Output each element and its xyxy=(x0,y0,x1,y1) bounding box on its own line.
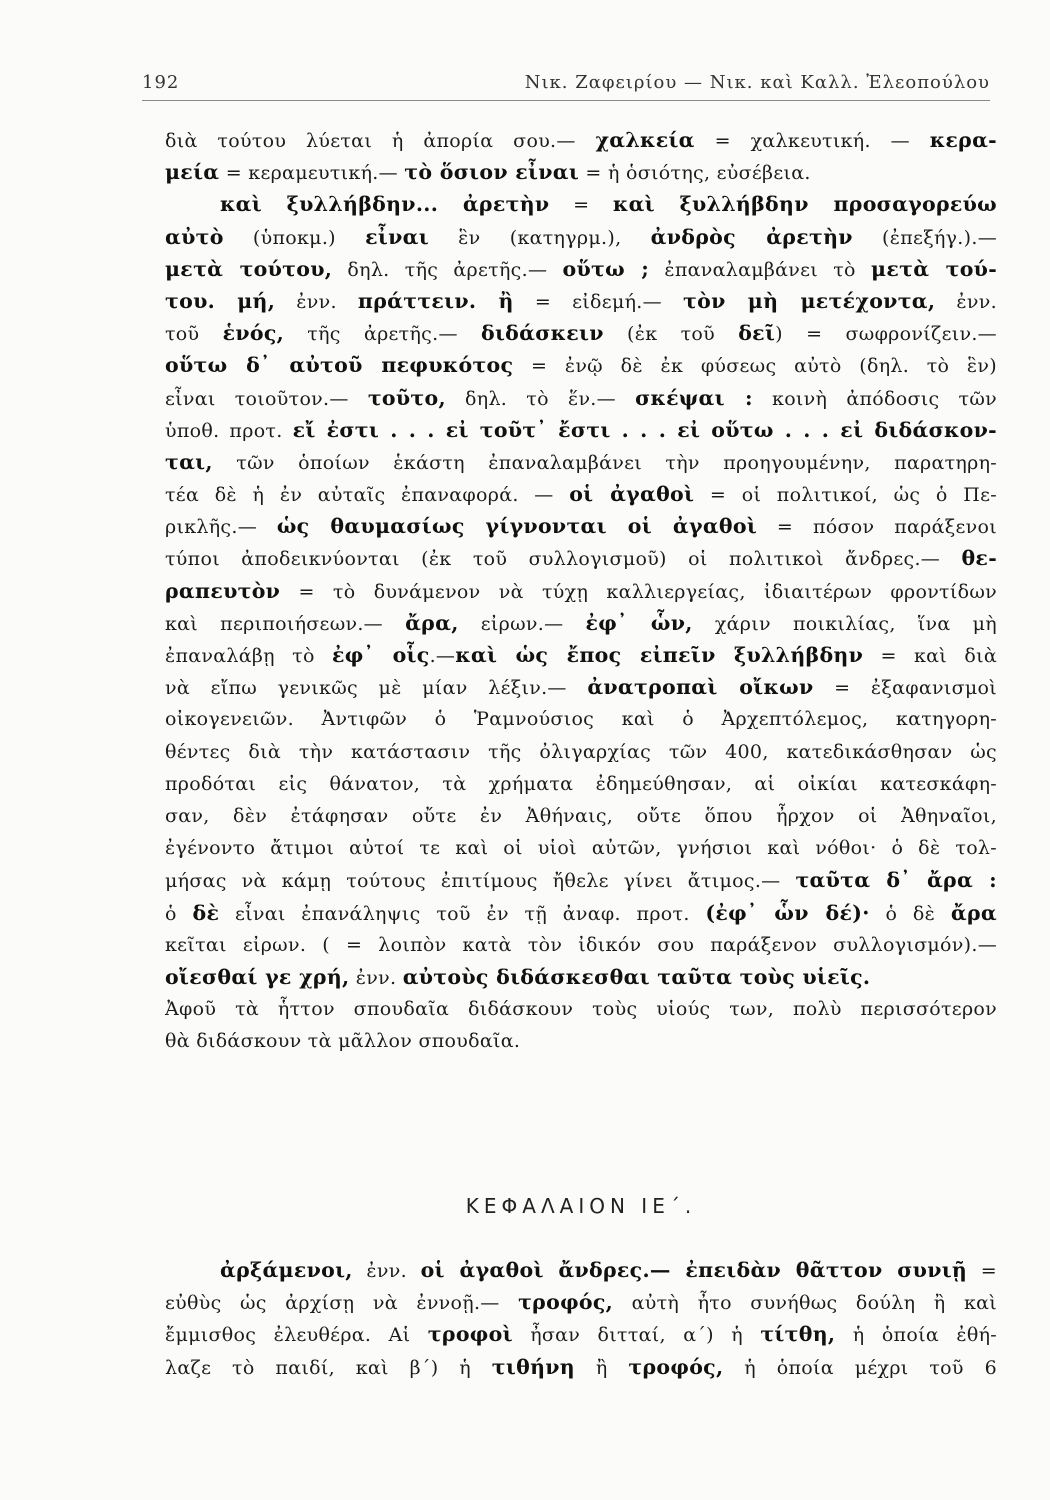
text-run: ) = σωφρονίζειν.— xyxy=(775,323,997,346)
lemma-term: ἐφ᾽ οἷς xyxy=(332,643,430,667)
lemma-term: καὶ ξυλλήβδην... ἀρετὴν xyxy=(220,192,550,217)
lemma-term: οἱ ἀγαθοὶ xyxy=(569,482,695,507)
text-line xyxy=(165,671,997,703)
text-line xyxy=(165,156,997,188)
text-run: = εἰδεμή.— xyxy=(513,290,684,313)
text-run: = πόσον παράξενοι xyxy=(757,516,997,539)
lemma-term: τοῦτο, xyxy=(367,385,446,410)
lemma-term: δεῖ xyxy=(738,321,776,346)
lemma-term: ἑνός, xyxy=(222,321,285,346)
text-run: ἐγένοντο ἄτιμοι αὐτοί τε καὶ οἱ υἱοὶ αὐτῶν, γνήσιοι καὶ νόθοι· ὁ δὲ τολ- xyxy=(165,837,997,860)
text-run: διὰ τούτου λύεται ἡ ἀπορία σου.— xyxy=(165,130,596,152)
lemma-term: οὕτω ; xyxy=(562,256,650,281)
text-run: τοῦ xyxy=(165,323,223,346)
chapter-heading: ΚΕΦΑΛΑΙΟΝ ΙΕ΄. xyxy=(465,1194,697,1218)
text-run: ἐνν. xyxy=(349,966,403,989)
text-line xyxy=(165,929,997,961)
text-run: ἡ ὁποία μέχρι τοῦ 6 xyxy=(723,1356,997,1379)
text-run: = τὸ δυνάμενον νὰ τύχῃ καλλιεργείας, ἰδιαιτέρων φροντίδων xyxy=(280,580,997,603)
text-run: = xyxy=(967,1260,998,1282)
text-run: Ἀφοῦ τὰ ἧττον σπουδαῖα διδάσκουν τοὺς υἱούς των, πολὺ περισσότερον xyxy=(165,998,997,1021)
lemma-term: θε- xyxy=(961,546,997,571)
text-run: ὁ xyxy=(165,902,193,925)
text-run: ἦσαν διτταί, α΄) ἡ xyxy=(512,1324,761,1347)
lemma-term: μετὰ τού- xyxy=(871,256,997,281)
lemma-term: οὕτω δ᾽ αὐτοῦ πεφυκότος xyxy=(165,353,514,378)
text-line xyxy=(165,639,997,671)
text-run: κεῖται εἰρων. ( = λοιπὸν κατὰ τὸν ἰδικόν σου παράξενον συλλογισμόν).— xyxy=(165,933,997,956)
lemma-term: μετὰ τούτου, xyxy=(165,256,333,281)
lemma-term: μεία xyxy=(165,160,220,185)
text-run: κοινὴ ἀπόδοσις τῶν xyxy=(752,387,998,410)
text-run: ὑποθ. προτ. xyxy=(165,419,293,442)
text-run: ὁ δὲ xyxy=(869,902,951,925)
lemma-term: ἀνδρὸς ἀρετὴν xyxy=(650,224,853,249)
text-line xyxy=(165,736,997,768)
text-run: (ὑποκμ.) xyxy=(223,226,366,249)
text-run: = ἡ ὁσιότης, εὐσέβεια. xyxy=(579,162,811,185)
text-run: καὶ περιποιήσεων.— xyxy=(165,612,406,635)
lemma-term: ται, xyxy=(165,449,213,474)
text-run: εἶναι ἐπανάληψις τοῦ ἐν τῇ ἀναφ. προτ. xyxy=(219,902,706,925)
text-run: μήσας νὰ κάμῃ τούτους ἐπιτίμους ἤθελε γίνει ἄτιμος.— xyxy=(165,870,796,893)
text-run: = καὶ διὰ xyxy=(863,645,997,667)
text-run: = οἱ πολιτικοί, ὡς ὁ Πε- xyxy=(694,484,998,507)
text-run: = xyxy=(549,194,613,217)
text-line xyxy=(165,349,997,381)
text-run: νὰ εἴπω γενικῶς μὲ μίαν λέξιν.— xyxy=(165,677,588,700)
text-run: ἡ ὁποία ἐθή- xyxy=(835,1324,997,1347)
text-run: λαζε τὸ παιδί, καὶ β΄) ἡ xyxy=(165,1356,492,1379)
text-run: = κεραμευτική.— xyxy=(219,162,405,185)
text-line xyxy=(165,253,997,285)
text-line xyxy=(165,446,997,478)
lemma-term: τροφοὶ xyxy=(427,1322,513,1347)
lemma-term: κερα- xyxy=(929,128,997,152)
lemma-term: χαλκεία xyxy=(595,128,695,152)
text-line xyxy=(165,542,997,574)
text-run: ἐπαναλάβῃ τὸ xyxy=(165,645,333,667)
text-line xyxy=(165,768,997,800)
text-line xyxy=(165,221,997,253)
lemma-term: (ἐφ᾽ ὧν δέ)· xyxy=(705,900,870,925)
lemma-term: καὶ ὡς ἔπος εἰπεῖν ξυλλήβδην xyxy=(455,643,864,667)
text-run: δηλ. τὸ ἕν.— xyxy=(445,387,636,410)
text-run: (ἐκ τοῦ xyxy=(603,323,739,346)
text-run: τῶν ὁποίων ἑκάστη ἐπαναλαμβάνει τὴν προηγουμένην, παρατηρη- xyxy=(212,451,997,474)
text-run: ἐνν. xyxy=(275,290,358,313)
text-run: εἶναι τοιοῦτον.— xyxy=(165,387,368,410)
text-line xyxy=(165,864,997,896)
text-run: εἰρων.— xyxy=(458,612,586,635)
text-run: εὐθὺς ὡς ἀρχίσῃ νὰ ἐννοῇ.— xyxy=(165,1292,519,1315)
text-line xyxy=(165,285,997,317)
lemma-term: εἶναι xyxy=(365,224,429,249)
lemma-term: οἴεσθαί γε χρή, xyxy=(165,964,350,989)
running-header xyxy=(142,72,990,102)
text-line xyxy=(165,575,997,607)
lemma-term: ραπευτὸν xyxy=(165,578,281,603)
text-run: ἓν (κατηγρμ.), xyxy=(428,226,651,249)
text-line xyxy=(165,478,997,510)
text-run: .— xyxy=(429,645,456,667)
text-line xyxy=(165,414,997,446)
text-run: ἔμμισθος ἐλευθέρα. Αἱ xyxy=(165,1324,428,1347)
text-run: προδόται εἰς θάνατον, τὰ χρήματα ἐδημεύθησαν, αἱ οἰκίαι κατεσκάφη- xyxy=(165,772,997,795)
lemma-term: τιθήνη xyxy=(491,1354,576,1379)
text-line xyxy=(165,800,997,832)
text-line xyxy=(165,317,997,349)
text-run: τύποι ἀποδεικνύονται (ἐκ τοῦ συλλογισμοῦ) οἱ πολιτικοὶ ἄνδρες.— xyxy=(165,548,962,571)
text-run: (ἐπεξήγ.).— xyxy=(852,226,997,249)
commentary-block-1 xyxy=(165,124,997,1057)
lemma-term: πράττειν. ἢ xyxy=(357,288,514,313)
text-run: ἢ xyxy=(575,1356,629,1379)
lemma-term: τροφός, xyxy=(628,1354,724,1379)
text-run: δηλ. τῆς ἀρετῆς.— xyxy=(332,258,563,281)
page-number: 192 xyxy=(142,72,180,93)
text-line xyxy=(165,1351,997,1383)
text-run: ρικλῆς.— xyxy=(165,516,277,539)
text-line xyxy=(165,832,997,864)
text-run: θὰ διδάσκουν τὰ μᾶλλον σπουδαῖα. xyxy=(165,1030,521,1053)
commentary-block-2 xyxy=(165,1254,997,1383)
text-line xyxy=(165,124,997,156)
text-line xyxy=(165,607,997,639)
lemma-term: ταῦτα δ᾽ ἄρα : xyxy=(795,868,997,893)
lemma-term: ὡς θαυμασίως γίγνονται οἱ ἀγαθοὶ xyxy=(276,514,758,539)
text-run: = ἐξαφανισμοὶ xyxy=(813,677,998,700)
text-line xyxy=(165,382,997,414)
text-run: ἐνν. xyxy=(352,1260,421,1282)
header-divider xyxy=(142,100,990,101)
text-line xyxy=(165,1254,997,1286)
text-line xyxy=(165,993,997,1025)
text-line xyxy=(165,897,997,929)
text-run: χάριν ποικιλίας, ἵνα μὴ xyxy=(692,612,997,635)
text-run: ἐνν. xyxy=(935,290,997,313)
text-line xyxy=(165,1286,997,1318)
running-title: Νικ. Ζαφειρίου — Νικ. καὶ Καλλ. Ἐλεοπούλου xyxy=(524,72,990,93)
lemma-term: καὶ ξυλλήβδην προσαγορεύω xyxy=(612,192,998,217)
text-line xyxy=(165,961,997,993)
text-run: αὐτὴ ἦτο συνήθως δούλη ἢ καὶ xyxy=(613,1292,998,1315)
lemma-term: αὐτὸ xyxy=(165,224,224,249)
lemma-term: τίτθη, xyxy=(760,1322,836,1347)
lemma-term: τροφός, xyxy=(518,1290,614,1315)
lemma-term: ἄρα xyxy=(950,900,997,925)
text-line xyxy=(165,1025,997,1057)
text-run: τῆς ἀρετῆς.— xyxy=(284,323,481,346)
lemma-term: σκέψαι : xyxy=(635,385,753,410)
text-run: οἰκογενειῶν. Ἀντιφῶν ὁ Ῥαμνούσιος καὶ ὁ Ἀρχεπτόλεμος, κατηγορη- xyxy=(165,708,997,731)
text-run: σαν, δὲν ἐτάφησαν οὔτε ἐν Ἀθήναις, οὔτε ὅπου ἦρχον οἱ Ἀθηναῖοι, xyxy=(165,804,997,827)
lemma-term: αὐτοὺς διδάσκεσθαι ταῦτα τοὺς υἱεῖς. xyxy=(402,964,871,989)
text-line xyxy=(165,703,997,735)
lemma-term: διδάσκειν xyxy=(480,321,604,346)
text-run: = χαλκευτική. — xyxy=(694,130,930,152)
text-line xyxy=(165,510,997,542)
lemma-term: εἴ ἐστι . . . εἰ τοῦτ᾽ ἔστι . . . εἰ οὕτω . . . εἰ διδάσκον- xyxy=(292,417,997,442)
text-run: ἐπαναλαμβάνει τὸ xyxy=(649,258,872,281)
text-line xyxy=(165,1318,997,1350)
lemma-term: δὲ xyxy=(192,900,220,925)
text-run: τέα δὲ ἡ ἐν αὐταῖς ἐπαναφορά. — xyxy=(165,484,570,507)
text-run: θέντες διὰ τὴν κατάστασιν τῆς ὀλιγαρχίας τῶν 400, κατεδικάσθησαν ὡς xyxy=(165,740,997,763)
lemma-term: ἄρα, xyxy=(405,610,459,635)
lemma-term: ἀνατροπαὶ οἴκων xyxy=(587,675,814,700)
lemma-term: ἐφ᾽ ὧν, xyxy=(585,610,693,635)
lemma-term: οἱ ἀγαθοὶ ἄνδρες.— ἐπειδὰν θᾶττον συνιῇ xyxy=(420,1258,968,1282)
text-run: = ἐνῷ δὲ ἐκ φύσεως αὐτὸ (δηλ. τὸ ἓν) xyxy=(513,355,997,378)
lemma-term: τὸ ὅσιον εἶναι xyxy=(404,160,580,185)
lemma-term: τὸν μὴ μετέχοντα, xyxy=(683,288,936,313)
lemma-term: ἀρξάμενοι, xyxy=(220,1258,353,1282)
text-line xyxy=(165,188,997,220)
lemma-term: του. μή, xyxy=(165,288,276,313)
